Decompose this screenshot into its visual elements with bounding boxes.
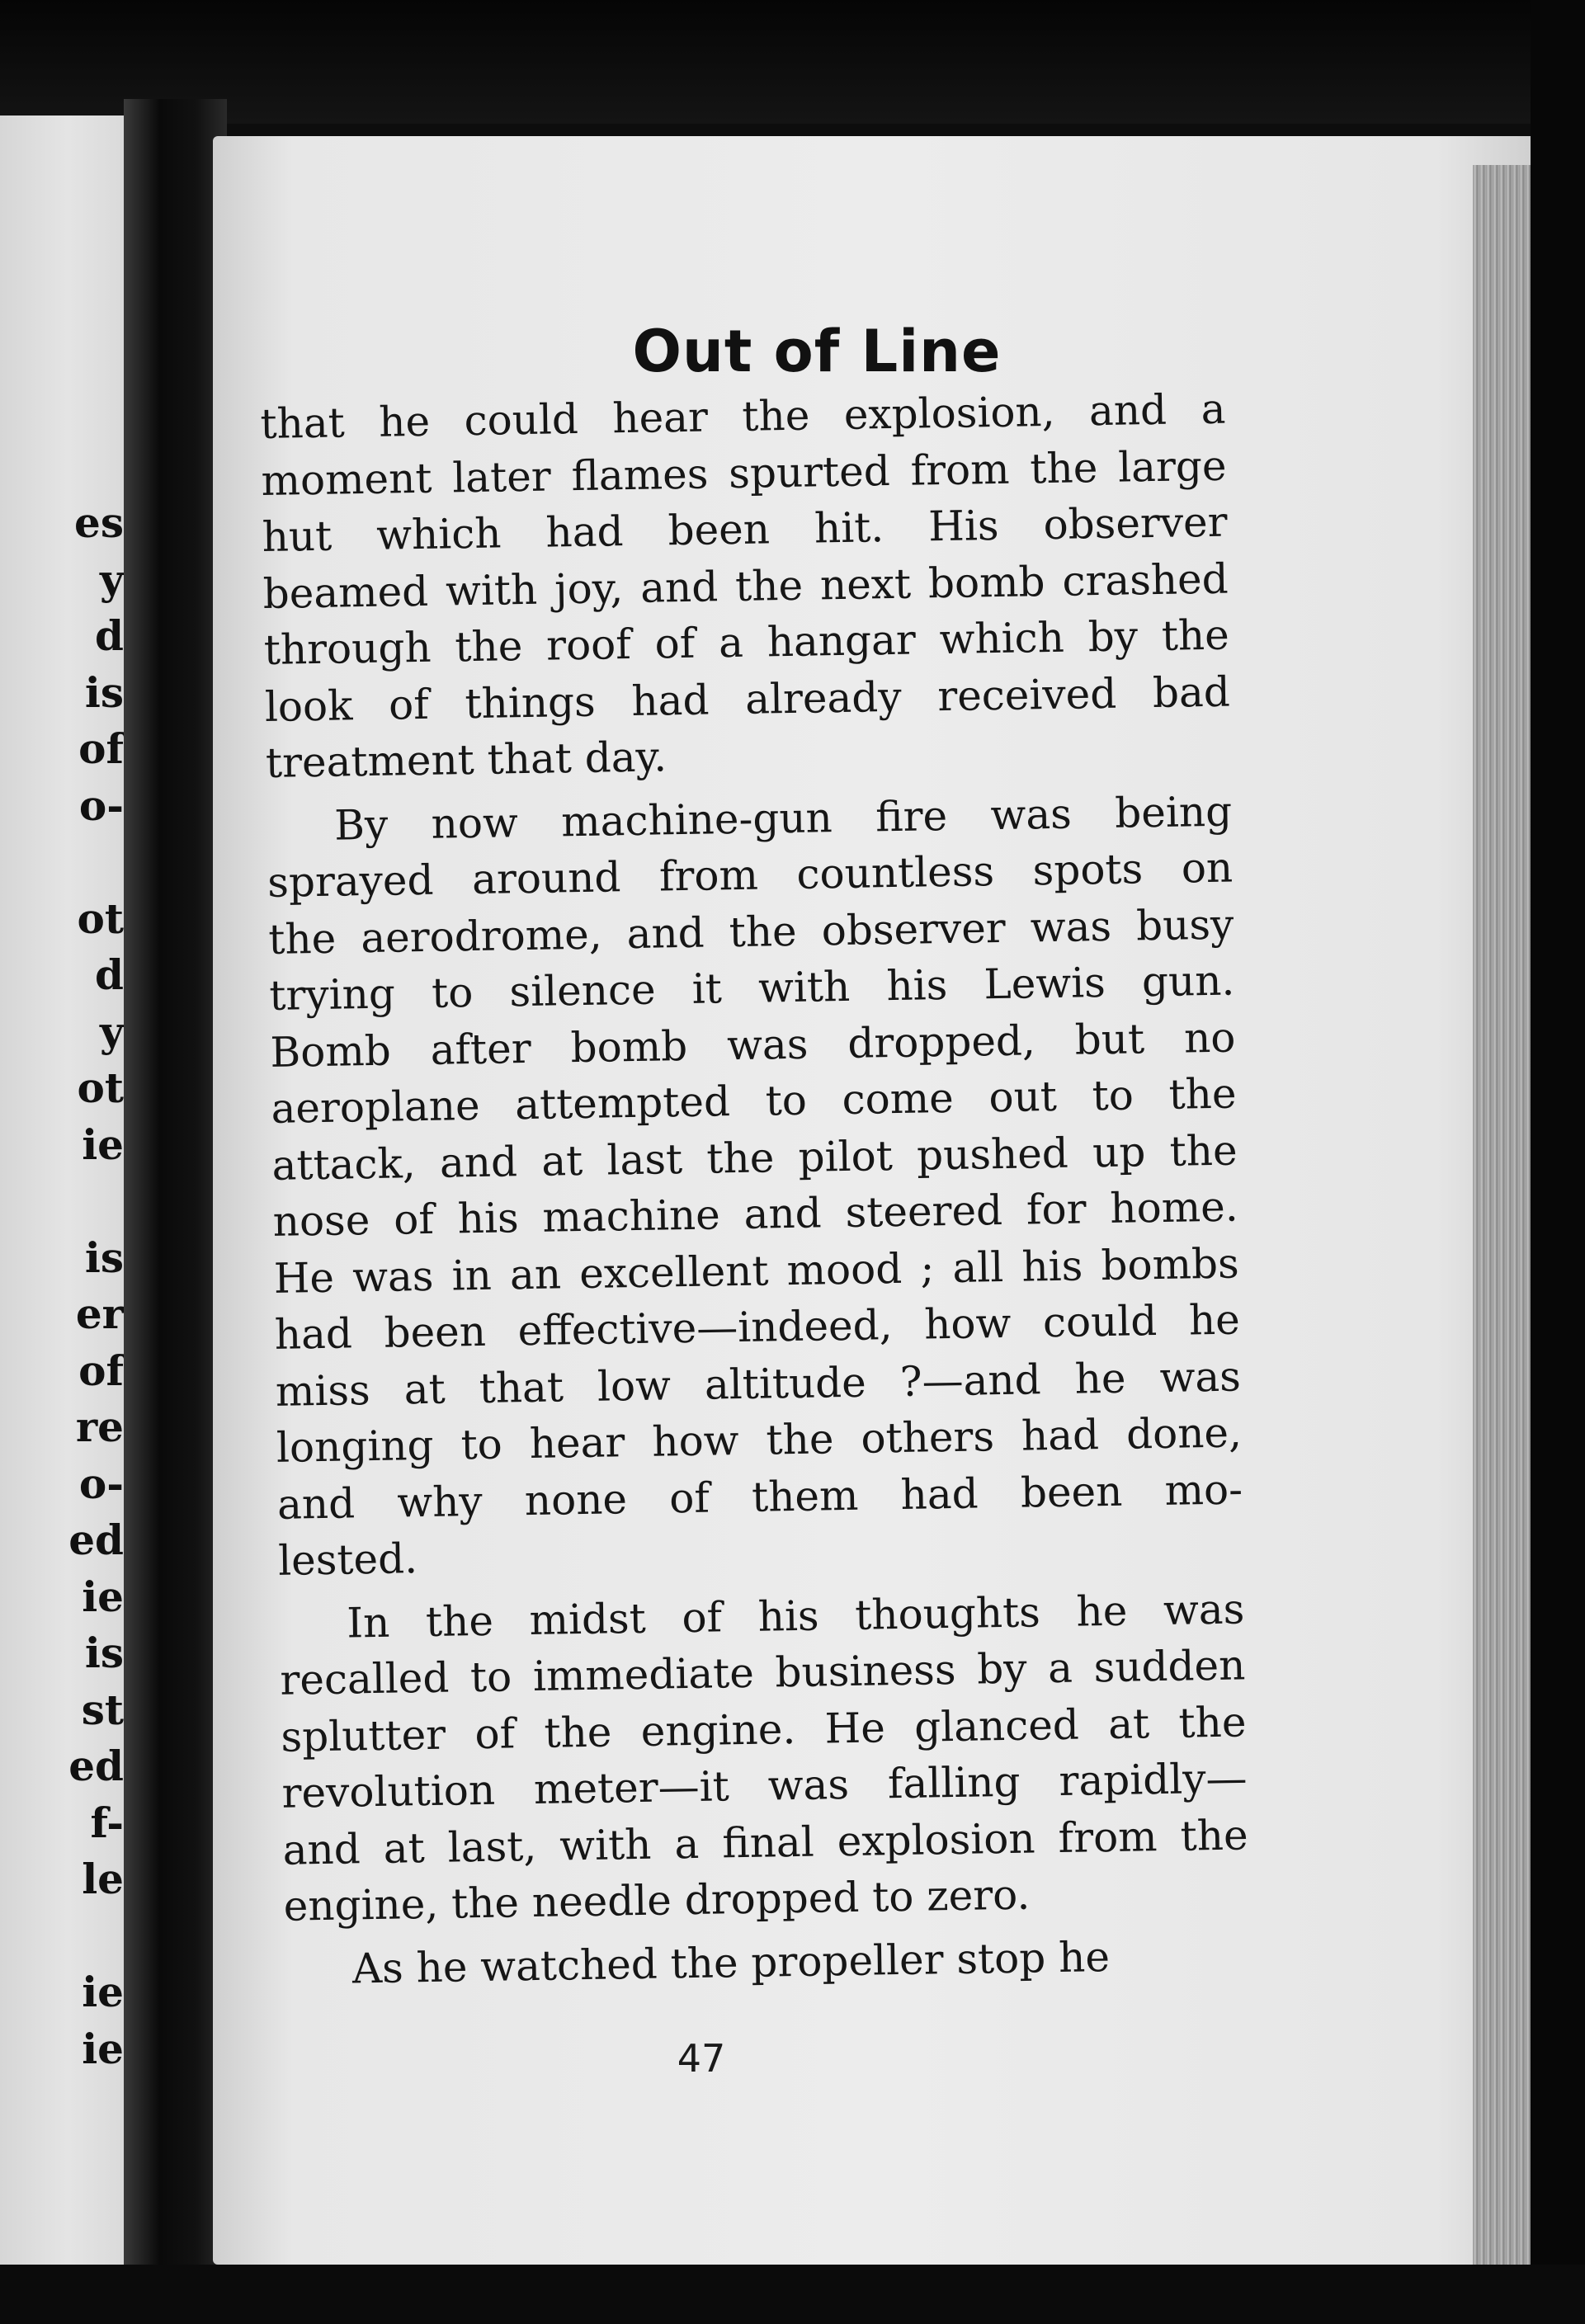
previous-page-fragment: y: [99, 554, 124, 604]
text-line: By now machine-gun fire was being: [333, 787, 1233, 850]
paragraph: [279, 1581, 1249, 1935]
text-line: hut which had been hit. His observer: [262, 497, 1228, 561]
text-line: aeroplane attempted to come out to the: [271, 1069, 1237, 1133]
text-line: sprayed around from countless spots on: [267, 843, 1234, 907]
previous-page-fragment: y: [99, 1006, 124, 1056]
previous-page-fragment: [0, 1173, 124, 1230]
previous-page-fragment: d: [95, 950, 124, 999]
previous-page-fragment: ed: [68, 1742, 124, 1790]
text-line: As he watched the propeller stop he: [351, 1932, 1111, 1992]
previous-page-fragment: ie: [82, 1572, 124, 1621]
text-line: miss at that low altitude ?—and he was: [275, 1351, 1242, 1416]
previous-page-fragment: [0, 834, 124, 891]
previous-page-fragment: ed: [68, 1516, 124, 1564]
text-line: He was in an excellent mood ; all his bombs: [273, 1238, 1240, 1303]
text-line: and why none of them had been mo-: [276, 1464, 1243, 1529]
text-line: nose of his machine and steered for home.: [272, 1182, 1239, 1246]
text-line: look of things had already received bad: [264, 667, 1231, 731]
previous-page-fragment: o-: [78, 780, 124, 830]
previous-page-fragment: of: [78, 724, 124, 773]
previous-page-fragment: ie: [82, 2024, 124, 2073]
text-line: the aerodrome, and the observer was busy: [267, 900, 1234, 964]
text-line: recalled to immediate business by a sudden: [280, 1641, 1246, 1704]
page-number: 47: [677, 2036, 726, 2081]
text-line: through the roof of a hangar which by the: [263, 610, 1230, 674]
previous-page-fragment: re: [75, 1402, 124, 1451]
text-line: longing to hear how the others had done,: [276, 1408, 1243, 1472]
body-text: [260, 381, 1250, 2005]
text-line: beamed with joy, and the next bomb crashed: [262, 554, 1229, 618]
book-gutter: [124, 99, 227, 2324]
paragraph: [267, 783, 1244, 1589]
text-line: In the midst of his thoughts he was: [346, 1584, 1245, 1648]
running-head: Out of Line: [632, 318, 1002, 385]
top-background: [0, 0, 1585, 124]
text-line: and at last, with a final explosion from the: [282, 1810, 1248, 1874]
previous-page-text-fragments: [0, 495, 124, 2077]
text-line: Bomb after bomb was dropped, but no: [270, 1013, 1236, 1077]
previous-page-fragment: o-: [78, 1459, 124, 1508]
previous-page-fragment: er: [75, 1289, 124, 1338]
text-line: lested.: [277, 1534, 418, 1585]
previous-page-fragment: es: [74, 498, 124, 547]
previous-page-fragment: of: [78, 1346, 124, 1395]
page-edge-stack: [1473, 165, 1531, 2277]
previous-page-fragment: ie: [82, 1968, 124, 2016]
previous-page-fragment: ie: [82, 1120, 124, 1169]
text-line: treatment that day.: [265, 733, 667, 787]
previous-page-fragment: d: [95, 611, 124, 660]
right-background: [1531, 0, 1585, 2324]
previous-page-fragment: is: [84, 1233, 124, 1282]
text-line: that he could hear the explosion, and a: [260, 384, 1226, 448]
bottom-background: [0, 2265, 1585, 2324]
text-line: revolution meter—it was falling rapidly—: [281, 1754, 1248, 1817]
previous-page-fragment: st: [81, 1685, 124, 1734]
text-line: attack, and at last the pilot pushed up the: [271, 1126, 1238, 1190]
previous-page-fragment: ot: [77, 1063, 124, 1112]
text-line: trying to silence it with his Lewis gun.: [268, 956, 1235, 1020]
text-line: splutter of the engine. He glanced at the: [281, 1697, 1247, 1761]
previous-page-fragment: ot: [77, 893, 124, 943]
previous-page-fragment: f-: [90, 1798, 124, 1847]
text-line: engine, the needle dropped to zero.: [283, 1870, 1031, 1930]
previous-page-fragment: le: [82, 1855, 124, 1903]
previous-page-fragment: is: [84, 667, 124, 717]
paragraph: [260, 381, 1231, 792]
previous-page-fragment: is: [84, 1629, 124, 1677]
paragraph: [284, 1926, 1250, 1998]
text-line: moment later flames spurted from the large: [261, 441, 1227, 505]
previous-page-fragment: [0, 1908, 124, 1965]
text-line: had been effective—indeed, how could he: [274, 1295, 1241, 1359]
